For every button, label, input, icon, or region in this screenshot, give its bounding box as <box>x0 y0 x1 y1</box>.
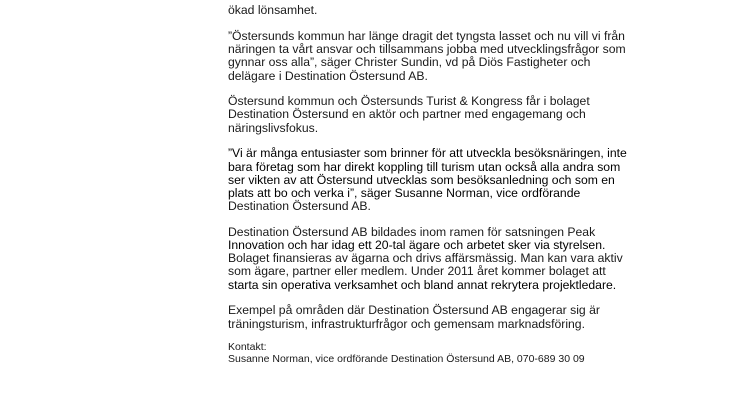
contact-block <box>228 341 708 365</box>
text-line: ser vikten av att Östersund utvecklas som besöksanledning och som en <box>228 172 615 187</box>
text-line: träningsturism, infrastrukturfrågor och gemensam marknadsföring. <box>228 316 585 331</box>
text-line: Bolaget finansieras av ägarna och drivs affärsmässig. Man kan vara aktiv <box>228 251 623 266</box>
text-line: ”Östersunds kommun har länge dragit det tyngsta lasset och nu vill vi från <box>228 28 625 43</box>
contact-person: Susanne Norman, vice ordförande Destination Östersund AB, 070-689 30 09 <box>228 353 585 366</box>
paragraph-company <box>228 226 708 292</box>
text-line: Destination Östersund AB. <box>228 199 371 214</box>
paragraph-quote-norman <box>228 147 708 213</box>
paragraph-partner <box>228 95 708 135</box>
contact-label: Kontakt: <box>228 341 267 354</box>
text-line: Destination Östersund en aktör och partner med engagemang och <box>228 107 586 122</box>
text-line: plats att bo och verka i”, säger Susanne Norman, vice ordförande <box>228 185 581 200</box>
paragraph-quote-sundin <box>228 30 708 83</box>
text-line: bara företag som har direkt koppling till turism utan också alla andra som <box>228 159 621 174</box>
text-line: gynnar oss alla”, säger Christer Sundin, vd på Diös Fastigheter och <box>228 55 591 70</box>
text-line: som ägare, partner eller medlem. Under 2011 året kommer bolaget att <box>228 264 606 279</box>
press-release-body <box>228 0 708 365</box>
text-line: Destination Östersund AB bildades inom ramen för satsningen Peak <box>228 224 596 239</box>
paragraph-examples <box>228 304 708 330</box>
text-line: Exempel på områden där Destination Östersund AB engagerar sig är <box>228 303 600 318</box>
text-line: Östersund kommun och Östersunds Turist & Kongress får i bolaget <box>228 94 590 109</box>
text-line: delägare i Destination Östersund AB. <box>228 68 428 83</box>
text-line: Innovation och har idag ett 20-tal ägare och arbetet sker via styrelsen. <box>228 238 606 253</box>
text-line: ökad lönsamhet. <box>228 3 318 18</box>
text-line: näringen ta vårt ansvar och tillsammans jobba med utvecklingsfrågor som <box>228 42 626 57</box>
text-line: ”Vi är många entusiaster som brinner för att utveckla besöksnäringen, inte <box>228 146 627 161</box>
text-line: starta sin operativa verksamhet och bland annat rekrytera projektledare. <box>228 277 617 292</box>
paragraph-intro-tail <box>228 0 708 17</box>
text-line: näringslivsfokus. <box>228 120 319 135</box>
